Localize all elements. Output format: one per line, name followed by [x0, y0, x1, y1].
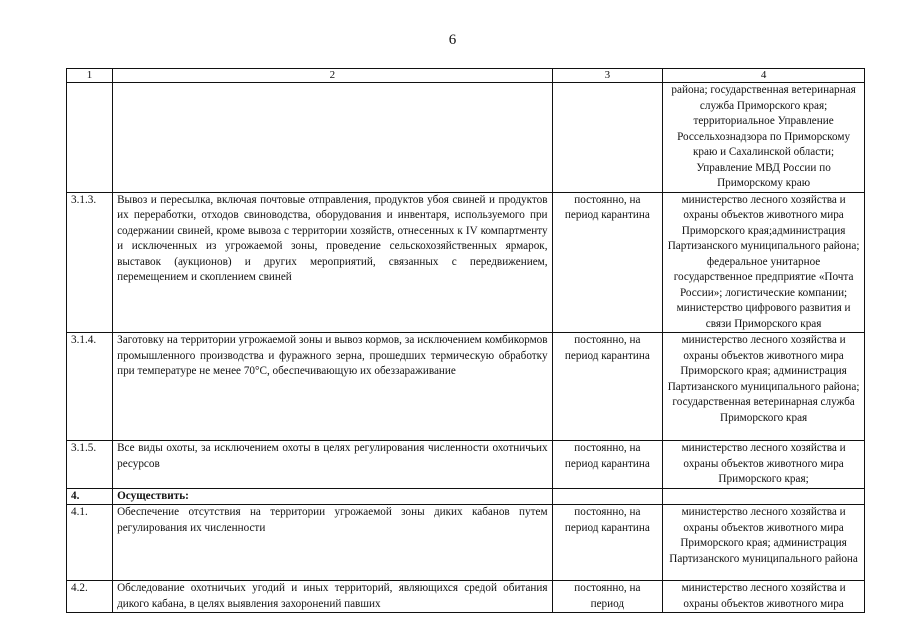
table-row: [67, 581, 865, 613]
responsible-cell: министерство лесного хозяйства и охраны объектов животного мира Приморского края; администрация Партизанского муниципального района: [663, 505, 865, 581]
row-number: [67, 83, 113, 193]
measures-table: [66, 68, 865, 613]
column-header-4: 4: [663, 69, 865, 83]
table-row: [67, 441, 865, 489]
period-cell: постоянно, на период карантина: [552, 333, 663, 441]
responsible-cell: министерство лесного хозяйства и охраны объектов животного мира Приморского края;администрация Партизанского муниципального района; федеральное унитарное государственное предприятие «Почта России»; логистические компании; министерство цифрового развития и связи Приморского края: [663, 192, 865, 333]
table-row: [67, 83, 865, 193]
period-cell: постоянно, на период карантина: [552, 192, 663, 333]
section-title: Осуществить:: [113, 488, 552, 505]
responsible-cell: министерство лесного хозяйства и охраны объектов животного мира: [663, 581, 865, 613]
row-number: 3.1.5.: [67, 441, 113, 489]
responsible-cell: [663, 488, 865, 505]
section-number: 4.: [67, 488, 113, 505]
responsible-cell: министерство лесного хозяйства и охраны объектов животного мира Приморского края; администрация Партизанского муниципального района; государственная ветеринарная служба Приморского края: [663, 333, 865, 441]
measure-text: Заготовку на территории угрожаемой зоны и вывоз кормов, за исключением комбикормов промышленного производства и фуражного зерна, прошедших термическую обработку при температуре не менее 70°С, обеспечивающую их обеззараживание: [113, 333, 552, 441]
page-number: 6: [448, 32, 457, 48]
responsible-cell: района; государственная ветеринарная служба Приморского края; территориальное Управление Россельхознадзора по Приморскому краю и Сахалинской области; Управление МВД России по Приморскому краю: [663, 83, 865, 193]
period-cell: [552, 488, 663, 505]
table-row: [67, 192, 865, 333]
measure-text: [113, 83, 552, 193]
responsible-cell: министерство лесного хозяйства и охраны объектов животного мира Приморского края;: [663, 441, 865, 489]
period-cell: постоянно, на период карантина: [552, 505, 663, 581]
period-cell: постоянно, на период: [552, 581, 663, 613]
row-number: 4.1.: [67, 505, 113, 581]
column-header-1: 1: [67, 69, 113, 83]
measure-text: Обеспечение отсутствия на территории угрожаемой зоны диких кабанов путем регулирования их численности: [113, 505, 552, 581]
row-number: 4.2.: [67, 581, 113, 613]
section-row: [67, 488, 865, 505]
measure-text: Вывоз и пересылка, включая почтовые отправления, продуктов убоя свиней и продуктов их переработки, отходов свиноводства, оборудования и инвентаря, используемого при содержании свиней, кроме вывоза с территории хозяйств, отнесенных к IV компартменту и исключенных из угрожаемой зоны, проведение сельскохозяйственных ярмарок, выставок (аукционов) и других мероприятий, связанных с передвижением, перемещением и скоплением свиней: [113, 192, 552, 333]
column-header-3: 3: [552, 69, 663, 83]
period-cell: [552, 83, 663, 193]
measure-text: Обследование охотничьих угодий и иных территорий, являющихся средой обитания дикого кабана, в целях выявления захоронений павших: [113, 581, 552, 613]
row-number: 3.1.3.: [67, 192, 113, 333]
period-cell: постоянно, на период карантина: [552, 441, 663, 489]
table-header-row: [67, 69, 865, 83]
table-row: [67, 333, 865, 441]
measure-text: Все виды охоты, за исключением охоты в целях регулирования численности охотничьих ресурсов: [113, 441, 552, 489]
row-number: 3.1.4.: [67, 333, 113, 441]
column-header-2: 2: [113, 69, 552, 83]
table-row: [67, 505, 865, 581]
